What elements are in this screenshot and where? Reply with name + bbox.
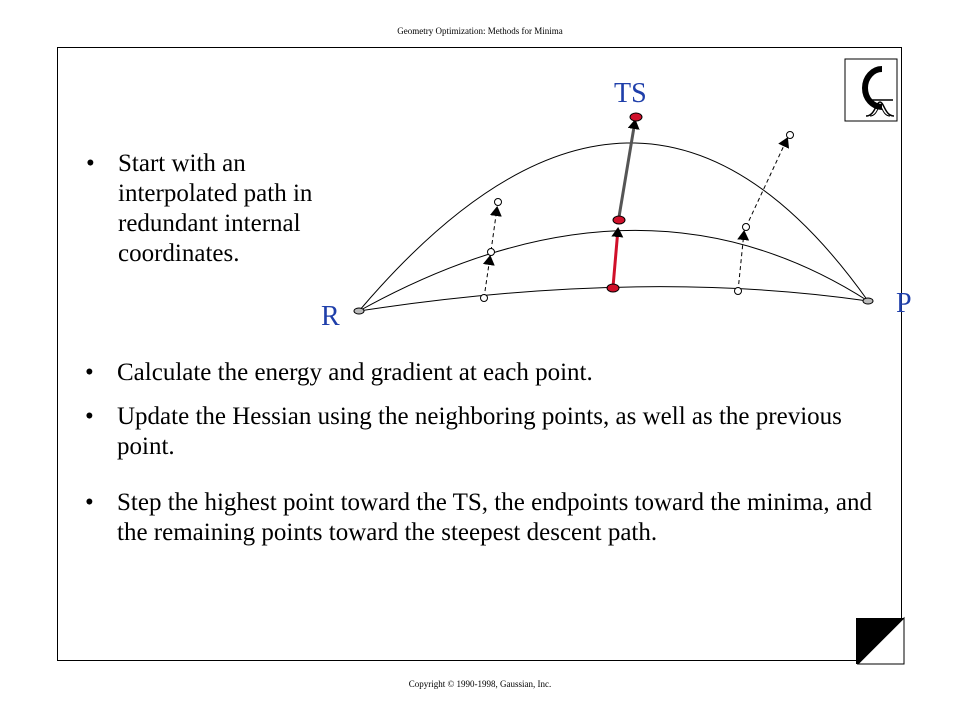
slide-footer: Copyright © 1990-1998, Gaussian, Inc.	[408, 679, 552, 689]
ts-step-arrow-upper	[619, 121, 635, 217]
highest-point-lower	[607, 284, 619, 292]
gaussian-logo	[845, 59, 897, 121]
bullet-item	[85, 402, 857, 462]
bullet-marker: •	[86, 150, 95, 177]
bullet-marker: •	[85, 359, 94, 386]
path-point	[787, 132, 794, 139]
path-point	[481, 295, 488, 302]
slide-header: Geometry Optimization: Methods for Minima	[397, 26, 563, 36]
bullet-text: Step the highest point toward the TS, the endpoints toward the minima, and the remaining points toward the steepest descent path.	[117, 489, 872, 546]
highest-point-middle	[613, 216, 625, 224]
page-turn-corner	[856, 618, 904, 664]
bullet-text: Calculate the energy and gradient at each point.	[117, 359, 593, 386]
ts-step-arrow-lower	[613, 229, 618, 287]
bullet-marker: •	[85, 403, 94, 430]
bullet-item	[86, 149, 348, 269]
ts-label: TS	[614, 78, 647, 109]
path-point	[743, 224, 750, 231]
step-arrow-left-lower	[484, 257, 490, 298]
path-point	[495, 199, 502, 206]
highest-point-ts	[630, 113, 642, 121]
bullet-marker: •	[85, 489, 94, 516]
reactant-label: R	[321, 301, 340, 332]
bullet-item	[85, 358, 857, 388]
step-arrow-left-upper	[491, 208, 497, 251]
product-label: P	[896, 288, 912, 319]
endpoint-r	[354, 308, 364, 314]
endpoint-p	[863, 298, 873, 304]
step-arrow-right-lower	[738, 232, 744, 291]
bullet-item	[85, 488, 887, 548]
path-point	[735, 288, 742, 295]
step-arrow-right-upper	[746, 139, 787, 227]
bullet-text: Update the Hessian using the neighboring points, as well as the previous point.	[117, 403, 842, 460]
path-point	[488, 249, 495, 256]
bullet-text: Start with an interpolated path in redundant internal coordinates.	[118, 150, 313, 267]
